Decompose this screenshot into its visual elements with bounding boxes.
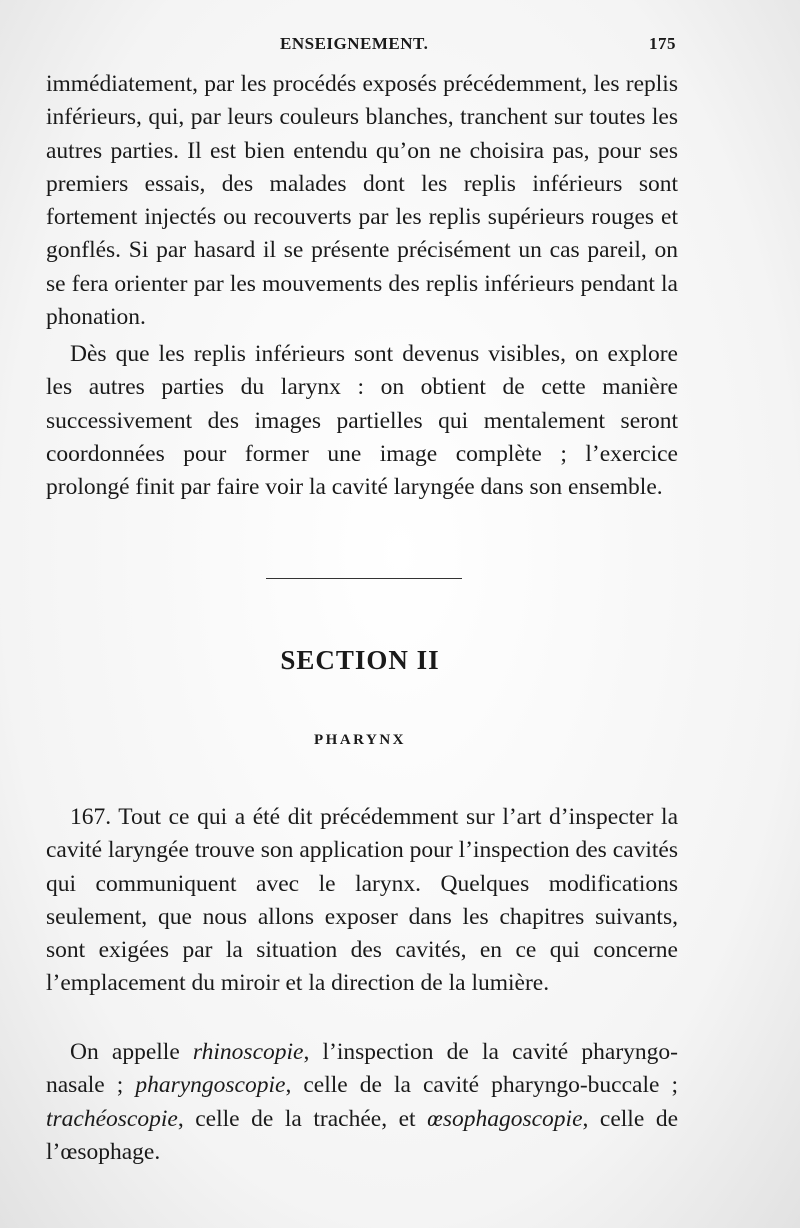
paragraph-text	[46, 801, 678, 1001]
text-run: , celle de la trachée, et	[177, 1105, 428, 1132]
paragraph-continued	[46, 68, 678, 334]
paragraph-body: Tout ce qui a été dit précédemment sur l’art d’inspecter la cavité laryngée trouve son application pour l’inspection des cavités qui communiquent avec le larynx. Quelques modifications seulement, que nous allons exposer dans les chapitres suivants, sont exigées par la situation des cavités, en ce qui concerne l’emplacement du miroir et la direction de la lumière.	[46, 804, 678, 997]
section-title: SECTION II	[280, 645, 440, 675]
paragraph-text: Dès que les replis inférieurs sont devenus visibles, on explore les autres parties du larynx : on obtient de cette manière successivement des images partielles qui mentalement seront coordonnées pour former une image complète ; l’exercice prolongé finit par faire voir la cavité laryngée dans son ensemble.	[46, 341, 678, 501]
paragraph-larynx-exploration	[46, 338, 678, 504]
paragraph-number: 167.	[70, 804, 112, 830]
text-run: , celle de la cavité pharyngo-buccale ;	[285, 1072, 679, 1099]
text-run: On appelle	[70, 1039, 193, 1065]
paragraph-text	[46, 1036, 678, 1169]
section-subtitle: PHARYNX	[314, 732, 406, 748]
page-number: 175	[649, 34, 676, 53]
term-oesophagoscopie: œsophagoscopie	[427, 1105, 583, 1132]
paragraph-167	[46, 801, 678, 1001]
term-rhinoscopie: rhinoscopie	[192, 1039, 304, 1065]
term-pharyngoscopie: pharyngoscopie	[135, 1072, 286, 1099]
running-title: ENSEIGNEMENT.	[280, 34, 429, 53]
text-run: , celle de l’œsophage.	[46, 1105, 678, 1165]
running-header	[48, 34, 676, 58]
paragraph-definitions	[46, 1036, 678, 1169]
term-tracheoscopie: trachéoscopie	[46, 1105, 178, 1132]
section-divider-rule	[266, 578, 462, 579]
paragraph-text: immédiatement, par les procédés exposés précédemment, les replis inférieurs, qui, par leurs couleurs blanches, tranchent sur toutes les autres parties. Il est bien entendu qu’on ne choisira pas, pour ses premiers essais, des malades dont les replis inférieurs sont fortement injectés ou recouverts par les replis supérieurs rouges et gonflés. Si par hasard il se présente précisément un cas pareil, on se fera orienter par les mouvements des replis inférieurs pendant la phonation.	[46, 71, 678, 331]
text-run: , l’inspection de la cavité pharyngo-nasale ;	[46, 1039, 678, 1099]
